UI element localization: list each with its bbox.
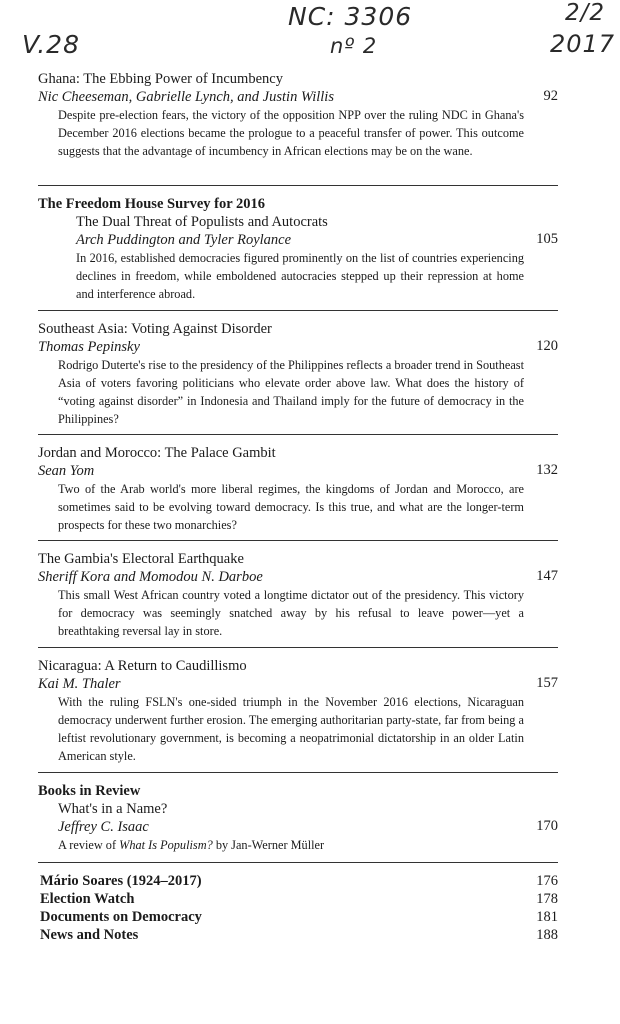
article-authors: Kai M. Thaler — [38, 676, 121, 692]
article-description: Two of the Arab world's more liberal regimes, the kingdoms of Jordan and Morocco, are sometimes said to be evolving toward democracy. Is this true, and what are the longer-term prospects for these two monarchies? — [58, 482, 524, 532]
back-matter-item — [40, 926, 558, 944]
review-book-title: What Is Populism? — [119, 838, 213, 852]
article-page: 157 — [536, 675, 558, 691]
article-title: The Gambia's Electoral Earthquake — [38, 551, 244, 567]
article-page: 147 — [536, 568, 558, 584]
article-title: Southeast Asia: Voting Against Disorder — [38, 321, 272, 337]
section-divider — [38, 434, 558, 435]
article-page: 120 — [536, 338, 558, 354]
article-title: What's in a Name? — [58, 801, 168, 817]
back-matter-item — [40, 890, 558, 908]
article-authors: Thomas Pepinsky — [38, 339, 140, 355]
back-matter-page: 188 — [536, 927, 558, 943]
back-matter-item — [40, 908, 558, 926]
article-description: Despite pre-election fears, the victory of the opposition NPP over the ruling NDC in Ghana's December 2016 elections became the prologue to a peaceful transfer of power. This outcome suggests that the advantage of incumbency in African elections may be on the wane. — [58, 108, 524, 158]
article-title: Ghana: The Ebbing Power of Incumbency — [38, 71, 283, 87]
handwritten-date-year: 2017 — [550, 30, 616, 58]
article-title: The Dual Threat of Populists and Autocrats — [76, 214, 328, 230]
article-authors: Arch Puddington and Tyler Roylance — [76, 232, 292, 248]
article-page: 132 — [536, 462, 558, 478]
back-matter-title: Documents on Democracy — [40, 909, 202, 925]
back-matter-list — [40, 872, 558, 944]
review-book-author: by Jan-Werner Müller — [215, 838, 325, 852]
article-title: Nicaragua: A Return to Caudillismo — [38, 658, 247, 674]
article-description: This small West African country voted a longtime dictator out of the presidency. This victory for democracy was seemingly snatched away by his refusal to leave power—yet a breathtaking reversal lay in store. — [58, 588, 524, 638]
section-title: Books in Review — [38, 783, 141, 799]
article-authors: Sean Yom — [38, 463, 95, 479]
handwritten-date-month: 2/2 — [565, 0, 606, 26]
article-page: 92 — [543, 88, 558, 104]
section-divider — [38, 862, 558, 863]
section-divider — [38, 310, 558, 311]
review-prefix: A review of — [58, 838, 117, 852]
handwritten-issue-number: nº 2 — [330, 34, 378, 58]
section-divider — [38, 772, 558, 773]
handwritten-volume: V.28 — [22, 30, 80, 59]
article-description: With the ruling FSLN's one-sided triumph in the November 2016 elections, Nicaraguan democracy underwent further erosion. The emerging authoritarian party-state, far from being a leftist revolutionary government, is becoming a neopatrimonial dictatorship in an older Latin American style. — [58, 695, 524, 763]
back-matter-page: 176 — [536, 873, 558, 889]
back-matter-page: 178 — [536, 891, 558, 907]
toc-entry-books-in-review — [38, 782, 558, 854]
toc-entry-gambia — [38, 550, 558, 640]
article-page: 170 — [536, 818, 558, 834]
back-matter-title: Election Watch — [40, 891, 135, 907]
back-matter-title: News and Notes — [40, 927, 139, 943]
article-authors: Jeffrey C. Isaac — [58, 819, 149, 835]
section-divider — [38, 647, 558, 648]
review-line — [58, 836, 524, 854]
article-description: Rodrigo Duterte's rise to the presidency of the Philippines reflects a broader trend in Southeast Asia of voters favoring politicians who elevate order above law. What does the history of “voting against disorder” in Indonesia and Thailand imply for the future of democracy in the Philippines? — [58, 358, 524, 426]
article-title: Jordan and Morocco: The Palace Gambit — [38, 445, 276, 461]
back-matter-page: 181 — [536, 909, 558, 925]
back-matter-title: Mário Soares (1924–2017) — [40, 873, 202, 889]
back-matter-item — [40, 872, 558, 890]
article-authors: Nic Cheeseman, Gabrielle Lynch, and Justin Willis — [38, 89, 334, 105]
toc-entry-southeast-asia — [38, 320, 558, 428]
toc-entry-ghana — [38, 70, 558, 160]
toc-entry-nicaragua — [38, 657, 558, 765]
toc-entry-jordan-morocco — [38, 444, 558, 534]
section-divider — [38, 185, 558, 186]
article-authors: Sheriff Kora and Momodou N. Darboe — [38, 569, 263, 585]
handwritten-catalog-number: NC: 3306 — [288, 2, 413, 31]
section-divider — [38, 540, 558, 541]
article-description: In 2016, established democracies figured prominently on the list of countries experiencing declines in freedom, while emboldened autocracies stepped up their repression at home and interference abroad. — [76, 251, 524, 301]
section-title: The Freedom House Survey for 2016 — [38, 196, 266, 212]
article-page: 105 — [536, 231, 558, 247]
toc-entry-freedom-house — [38, 195, 558, 303]
